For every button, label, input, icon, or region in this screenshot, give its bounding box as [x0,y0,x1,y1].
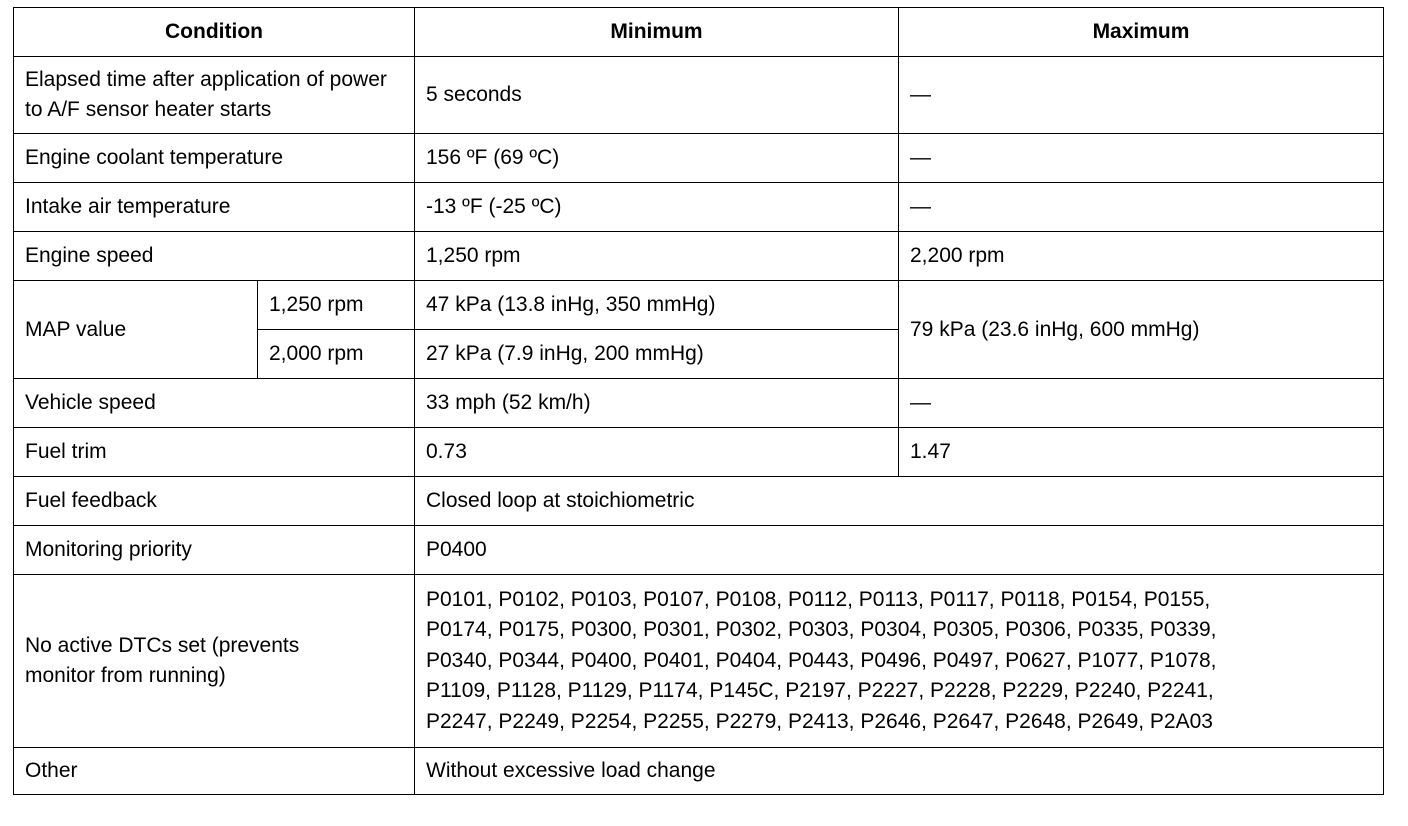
minimum-cell: 5 seconds [415,57,899,134]
row-monitoring-priority [14,526,1384,575]
header-condition: Condition [14,8,415,57]
condition-cell: Engine coolant temperature [14,134,415,183]
maximum-cell: — [899,379,1384,428]
condition-cell: MAP value [14,281,258,379]
row-vehicle-speed [14,379,1384,428]
maximum-cell: 2,200 rpm [899,232,1384,281]
dtc-line: P1109, P1128, P1129, P1174, P145C, P2197, P2227, P2228, P2229, P2240, P2241, [426,679,1214,703]
maximum-cell: 1.47 [899,428,1384,477]
row-other [14,748,1384,795]
minimum-cell: 156 ºF (69 ºC) [415,134,899,183]
condition-cell: Fuel feedback [14,477,415,526]
sub-condition-cell: 1,250 rpm [258,281,415,330]
condition-cell: Fuel trim [14,428,415,477]
maximum-cell: 79 kPa (23.6 inHg, 600 mmHg) [899,281,1384,379]
condition-cell: Monitoring priority [14,526,415,575]
row-fuel-feedback [14,477,1384,526]
dtc-list-cell [415,575,1384,748]
maximum-cell: — [899,134,1384,183]
row-fuel-trim [14,428,1384,477]
condition-cell [14,575,415,748]
minimum-cell: 1,250 rpm [415,232,899,281]
conditions-table [13,7,1384,795]
value-cell: Closed loop at stoichiometric [415,477,1384,526]
dtc-line: P0174, P0175, P0300, P0301, P0302, P0303, P0304, P0305, P0306, P0335, P0339, [426,618,1217,642]
condition-cell: Intake air temperature [14,183,415,232]
value-cell: Without excessive load change [415,748,1384,795]
row-intake-air-temperature [14,183,1384,232]
header-row [14,8,1384,57]
condition-line: No active DTCs set (prevents [25,634,300,657]
minimum-cell: 0.73 [415,428,899,477]
minimum-cell: 47 kPa (13.8 inHg, 350 mmHg) [415,281,899,330]
condition-cell: Other [14,748,415,795]
header-maximum: Maximum [899,8,1384,57]
row-engine-speed [14,232,1384,281]
sub-condition-cell: 2,000 rpm [258,330,415,379]
minimum-cell: 27 kPa (7.9 inHg, 200 mmHg) [415,330,899,379]
dtc-line: P2247, P2249, P2254, P2255, P2279, P2413, P2646, P2647, P2648, P2649, P2A03 [426,709,1213,733]
minimum-cell: -13 ºF (-25 ºC) [415,183,899,232]
minimum-cell: 33 mph (52 km/h) [415,379,899,428]
condition-cell: Vehicle speed [14,379,415,428]
row-map-value-1250 [14,281,1384,330]
row-elapsed-time [14,57,1384,134]
maximum-cell: — [899,57,1384,134]
dtc-line: P0340, P0344, P0400, P0401, P0404, P0443, P0496, P0497, P0627, P1077, P1078, [426,648,1217,672]
header-minimum: Minimum [415,8,899,57]
row-coolant-temperature [14,134,1384,183]
condition-cell: Elapsed time after application of power to A/F sensor heater starts [14,57,415,134]
row-no-active-dtcs [14,575,1384,748]
value-cell: P0400 [415,526,1384,575]
dtc-line: P0101, P0102, P0103, P0107, P0108, P0112, P0113, P0117, P0118, P0154, P0155, [426,587,1211,611]
condition-cell: Engine speed [14,232,415,281]
condition-line: monitor from running) [25,664,226,687]
maximum-cell: — [899,183,1384,232]
